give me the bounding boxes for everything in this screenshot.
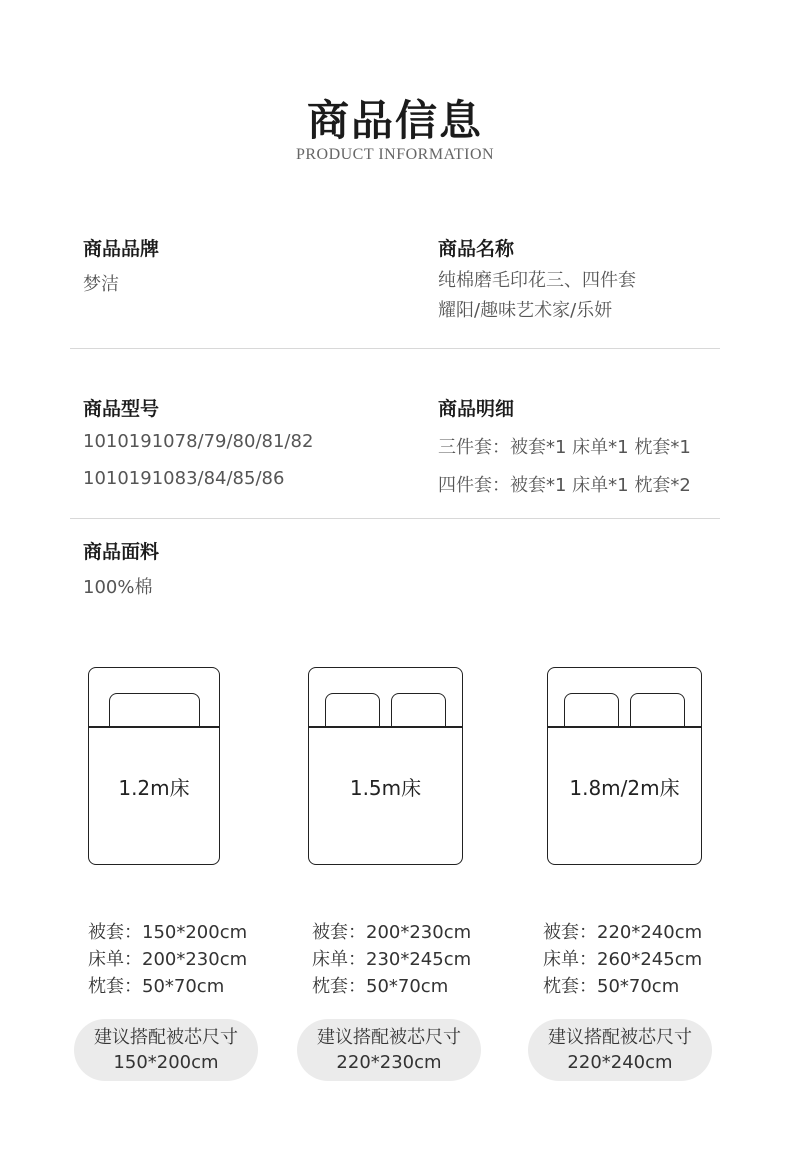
model-line-2: 1010191083/84/85/86	[83, 468, 285, 489]
detail-line-1: 三件套：被套*1 床单*1 枕套*1	[438, 437, 691, 458]
spec-duvet: 被套：200*230cm	[312, 922, 472, 943]
page-title: 商品信息	[306, 96, 483, 145]
spec-sheet: 床单：260*245cm	[543, 949, 703, 970]
suggest-size: 220*230cm	[336, 1052, 442, 1073]
divider	[70, 518, 720, 519]
fabric-label: 商品面料	[83, 541, 160, 563]
name-line-1: 纯棉磨毛印花三、四件套	[438, 270, 636, 291]
pillow-icon	[391, 693, 446, 727]
detail-line-2: 四件套：被套*1 床单*1 枕套*2	[438, 475, 691, 496]
suggest-size: 150*200cm	[113, 1052, 219, 1073]
brand-value: 梦洁	[83, 274, 119, 295]
bed-size-label: 1.8m/2m床	[569, 776, 680, 800]
detail-label: 商品明细	[438, 398, 515, 420]
spec-list	[312, 919, 471, 1000]
pillow-icon	[564, 693, 619, 727]
spec-sheet: 床单：230*245cm	[312, 949, 472, 970]
bed-size-label: 1.5m床	[349, 776, 422, 800]
suggest-size: 220*240cm	[567, 1052, 673, 1073]
pillow-icon	[109, 693, 200, 727]
spec-pillowcase: 枕套：50*70cm	[543, 976, 680, 997]
suggest-label: 建议搭配被芯尺寸	[317, 1027, 461, 1048]
spec-pillowcase: 枕套：50*70cm	[312, 976, 449, 997]
suggest-duvet-badge	[528, 1019, 712, 1081]
name-label: 商品名称	[438, 238, 515, 260]
spec-list	[88, 919, 247, 1000]
suggest-duvet-badge	[74, 1019, 258, 1081]
spec-sheet: 床单：200*230cm	[88, 949, 248, 970]
spec-duvet: 被套：220*240cm	[543, 922, 703, 943]
pillow-icon	[325, 693, 380, 727]
brand-label: 商品品牌	[83, 238, 160, 260]
spec-duvet: 被套：150*200cm	[88, 922, 248, 943]
suggest-duvet-badge	[297, 1019, 481, 1081]
fabric-value: 100%棉	[83, 577, 153, 598]
suggest-label: 建议搭配被芯尺寸	[548, 1027, 692, 1048]
bed-size-label: 1.2m床	[118, 776, 190, 800]
pillow-icon	[630, 693, 685, 727]
spec-pillowcase: 枕套：50*70cm	[88, 976, 225, 997]
suggest-label: 建议搭配被芯尺寸	[94, 1027, 238, 1048]
name-line-2: 耀阳/趣味艺术家/乐妍	[438, 300, 613, 321]
model-label: 商品型号	[83, 398, 160, 420]
model-line-1: 1010191078/79/80/81/82	[83, 431, 314, 452]
page-subtitle: PRODUCT INFORMATION	[295, 146, 495, 163]
spec-list	[543, 919, 702, 1000]
divider	[70, 348, 720, 349]
